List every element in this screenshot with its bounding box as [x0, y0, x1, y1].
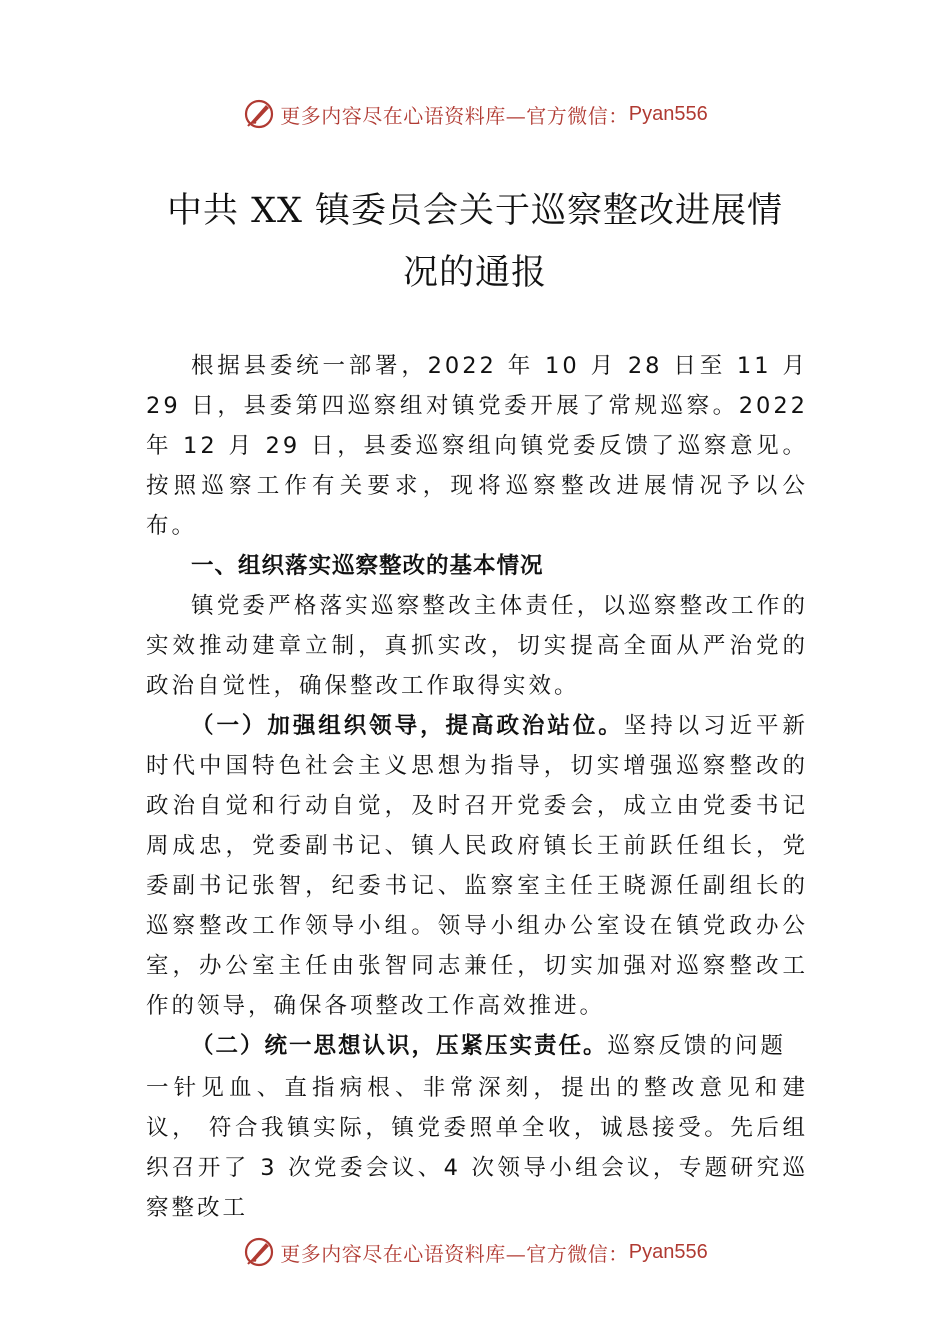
paragraph-leadership — [146, 706, 808, 1026]
watermark-text: 更多内容尽在心语资料库—官方微信： — [280, 103, 629, 128]
subheading-leadership: （一）加强组织领导，提高政治站位。 — [191, 713, 624, 739]
pen-circle-logo-icon — [242, 97, 276, 131]
paragraph-responsibility-text-1: 巡察反馈的问题 — [607, 1033, 787, 1059]
paragraph-overview: 镇党委严格落实巡察整改主体责任，以巡察整改工作的实效推动建章立制，真抓实改，切实提高全面从严治党的政治自觉性，确保整改工作取得实效。 — [146, 593, 808, 699]
watermark-wechat-id: Pyan556 — [628, 102, 708, 125]
paragraph-responsibility — [146, 1026, 808, 1066]
watermark-footer — [0, 1232, 950, 1272]
paragraph-intro: 根据县委统一部署，2022 年 10 月 28 日至 11 月 29 日，县委第四巡察组对镇党委开展了常规巡察。2022 年 12 月 29 日，县委巡察组向镇党委反馈了巡察意见。按照巡察工作有关要求，现将巡察整改进展情况予以公布。 — [146, 353, 808, 539]
document-title — [0, 180, 950, 304]
pen-circle-logo-icon — [242, 1235, 276, 1269]
watermark-header — [0, 94, 950, 134]
title-line-1: 中共 XX 镇委员会关于巡察整改进展情 — [166, 191, 784, 231]
watermark-text: 更多内容尽在心语资料库—官方微信： — [280, 1241, 629, 1266]
subheading-responsibility: （二）统一思想认识，压紧压实责任。 — [191, 1033, 608, 1059]
watermark-wechat-id: Pyan556 — [628, 1240, 708, 1263]
paragraph-responsibility-continued: 一针见血、直指病根、非常深刻，提出的整改意见和建议， 符合我镇实际，镇党委照单全收，诚恳接受。先后组织召开了 3 次党委会议、4 次领导小组会议，专题研究巡察整改工 — [146, 1075, 808, 1221]
section-heading-1: 一、组织落实巡察整改的基本情况 — [191, 553, 544, 579]
paragraph-leadership-text: 坚持以习近平新时代中国特色社会主义思想为指导，切实增强巡察整改的政治自觉和行动自觉，及时召开党委会，成立由党委书记周成忠，党委副书记、镇人民政府镇长王前跃任组长，党委副书记张智，纪委书记、监察室主任王晓源任副组长的巡察整改工作领导小组。领导小组办公室设在镇党政办公室，办公室主任由张智同志兼任，切实加强对巡察整改工作的领导，确保各项整改工作高效推进。 — [146, 713, 808, 1019]
title-line-2: 况的通报 — [402, 253, 547, 293]
document-body — [146, 346, 808, 1228]
